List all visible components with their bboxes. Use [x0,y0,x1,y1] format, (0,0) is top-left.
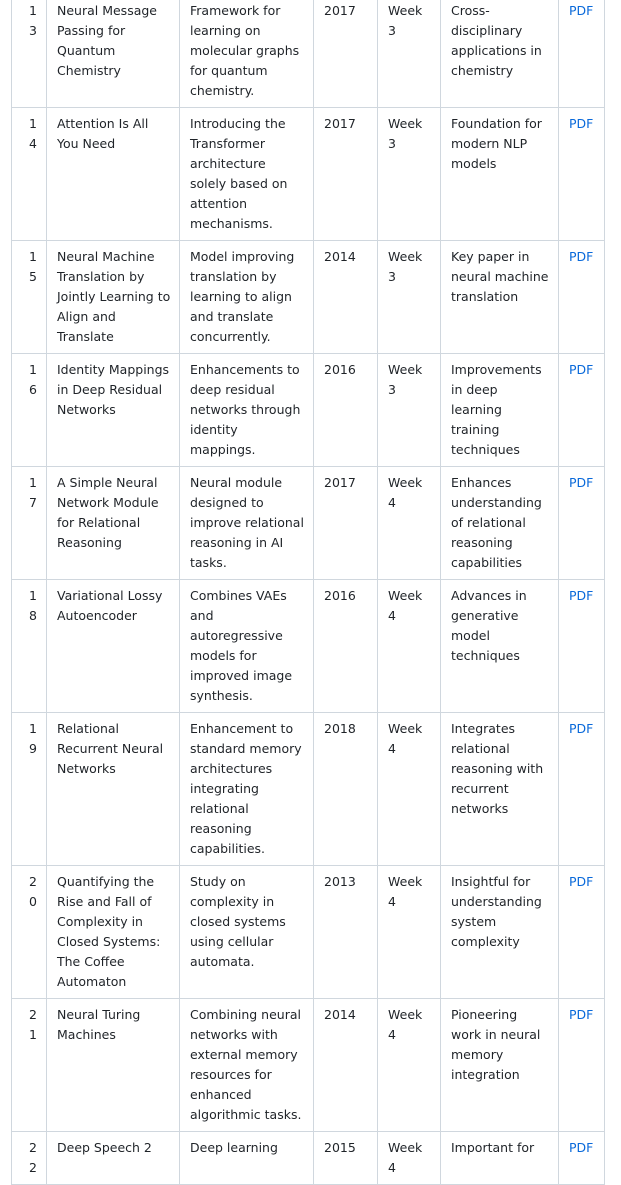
week-cell [378,713,441,866]
table-row [12,999,605,1132]
year-cell [314,999,378,1132]
year-cell [314,0,378,108]
paper-title-text: Identity Mappings in Deep Residual Networks [57,362,170,417]
week-cell [378,1132,441,1185]
impact-cell [441,108,559,241]
table-row [12,354,605,467]
paper-title-cell [47,999,180,1132]
paper-title-text: A Simple Neural Network Module for Relational Reasoning [57,475,159,550]
paper-description-text: Neural module designed to improve relational reasoning in AI tasks. [190,475,304,570]
year-text: 2014 [324,1007,356,1022]
year-text: 2014 [324,249,356,264]
year-cell [314,866,378,999]
row-number-cell [12,866,47,999]
impact-cell [441,580,559,713]
row-number-cell [12,1132,47,1185]
paper-title-text: Variational Lossy Autoencoder [57,588,163,623]
paper-description-text: Framework for learning on molecular graphs for quantum chemistry. [190,3,300,98]
row-number-text: 13 [29,3,37,38]
row-number-text: 14 [29,116,37,151]
pdf-link[interactable]: PDF [569,874,594,889]
week-text: Week 4 [388,874,423,909]
pdf-link[interactable]: PDF [569,362,594,377]
paper-description-text: Combining neural networks with external memory resources for enhanced algorithmic tasks. [190,1007,302,1122]
pdf-link-cell [559,241,605,354]
year-text: 2015 [324,1140,356,1155]
year-cell [314,354,378,467]
row-number-text: 19 [29,721,37,756]
pdf-link-cell [559,1132,605,1185]
year-cell [314,241,378,354]
table-row [12,866,605,999]
pdf-link-cell [559,999,605,1132]
paper-title-cell [47,108,180,241]
impact-cell [441,1132,559,1185]
paper-description-text: Deep learning [190,1140,278,1155]
impact-text: Pioneering work in neural memory integration [451,1007,541,1082]
paper-title-text: Neural Turing Machines [57,1007,141,1042]
year-cell [314,467,378,580]
pdf-link[interactable]: PDF [569,249,594,264]
paper-title-text: Attention Is All You Need [57,116,149,151]
impact-cell [441,866,559,999]
row-number-cell [12,0,47,108]
paper-title-cell [47,713,180,866]
paper-description-text: Study on complexity in closed systems using cellular automata. [190,874,286,969]
paper-description-cell [180,108,314,241]
paper-title-text: Neural Message Passing for Quantum Chemistry [57,3,157,78]
week-cell [378,0,441,108]
week-cell [378,354,441,467]
week-cell [378,999,441,1132]
year-cell [314,108,378,241]
impact-text: Insightful for understanding system complexity [451,874,542,949]
week-text: Week 3 [388,3,423,38]
paper-title-cell [47,1132,180,1185]
row-number-cell [12,713,47,866]
pdf-link-cell [559,713,605,866]
week-cell [378,241,441,354]
paper-description-cell [180,354,314,467]
impact-text: Improvements in deep learning training techniques [451,362,542,457]
week-text: Week 4 [388,475,423,510]
pdf-link-cell [559,467,605,580]
paper-description-text: Model improving translation by learning to align and translate concurrently. [190,249,295,344]
impact-cell [441,999,559,1132]
row-number-text: 22 [29,1140,37,1175]
impact-text: Integrates relational reasoning with recurrent networks [451,721,544,816]
year-text: 2018 [324,721,356,736]
pdf-link-cell [559,580,605,713]
paper-description-cell [180,999,314,1132]
row-number-cell [12,999,47,1132]
year-text: 2016 [324,588,356,603]
papers-table [11,0,605,1185]
impact-text: Important for [451,1140,535,1155]
pdf-link-cell [559,354,605,467]
year-text: 2016 [324,362,356,377]
impact-cell [441,241,559,354]
row-number-cell [12,467,47,580]
paper-description-cell [180,241,314,354]
pdf-link[interactable]: PDF [569,721,594,736]
week-text: Week 3 [388,116,423,151]
paper-description-cell [180,1132,314,1185]
pdf-link-cell [559,108,605,241]
row-number-text: 15 [29,249,37,284]
week-text: Week 3 [388,249,423,284]
week-cell [378,866,441,999]
row-number-text: 20 [29,874,37,909]
paper-title-cell [47,0,180,108]
table-row [12,467,605,580]
impact-cell [441,713,559,866]
week-cell [378,580,441,713]
impact-text: Key paper in neural machine translation [451,249,549,304]
pdf-link[interactable]: PDF [569,1007,594,1022]
pdf-link[interactable]: PDF [569,3,594,18]
paper-description-text: Introducing the Transformer architecture solely based on attention mechanisms. [190,116,288,231]
paper-description-cell [180,866,314,999]
papers-table-body [12,0,605,1185]
week-text: Week 3 [388,362,423,397]
paper-title-cell [47,866,180,999]
paper-title-text: Deep Speech 2 [57,1140,152,1155]
pdf-link[interactable]: PDF [569,475,594,490]
year-cell [314,580,378,713]
row-number-text: 17 [29,475,37,510]
pdf-link-cell [559,0,605,108]
paper-description-cell [180,580,314,713]
paper-description-cell [180,467,314,580]
paper-description-text: Enhancements to deep residual networks through identity mappings. [190,362,301,457]
paper-description-cell [180,0,314,108]
year-cell [314,1132,378,1185]
paper-title-text: Neural Machine Translation by Jointly Learning to Align and Translate [57,249,171,344]
row-number-text: 18 [29,588,37,623]
pdf-link[interactable]: PDF [569,116,594,131]
table-row [12,713,605,866]
table-row [12,0,605,108]
year-text: 2013 [324,874,356,889]
row-number-cell [12,354,47,467]
week-text: Week 4 [388,1140,423,1175]
year-text: 2017 [324,116,356,131]
paper-title-cell [47,241,180,354]
impact-text: Cross-disciplinary applications in chemistry [451,3,542,78]
week-cell [378,467,441,580]
impact-cell [441,0,559,108]
paper-description-text: Combines VAEs and autoregressive models for improved image synthesis. [190,588,293,703]
row-number-text: 16 [29,362,37,397]
pdf-link[interactable]: PDF [569,588,594,603]
row-number-cell [12,108,47,241]
impact-cell [441,467,559,580]
paper-title-cell [47,580,180,713]
table-row [12,241,605,354]
paper-description-text: Enhancement to standard memory architectures integrating relational reasoning capabilities. [190,721,302,856]
year-cell [314,713,378,866]
row-number-text: 21 [29,1007,37,1042]
paper-title-cell [47,467,180,580]
pdf-link[interactable]: PDF [569,1140,594,1155]
impact-text: Advances in generative model techniques [451,588,527,663]
week-text: Week 4 [388,1007,423,1042]
week-text: Week 4 [388,588,423,623]
paper-description-cell [180,713,314,866]
paper-title-text: Relational Recurrent Neural Networks [57,721,164,776]
table-row [12,1132,605,1185]
week-text: Week 4 [388,721,423,756]
table-row [12,108,605,241]
paper-title-text: Quantifying the Rise and Fall of Complexity in Closed Systems: The Coffee Automaton [57,874,161,989]
paper-title-cell [47,354,180,467]
impact-cell [441,354,559,467]
impact-text: Enhances understanding of relational reasoning capabilities [451,475,542,570]
impact-text: Foundation for modern NLP models [451,116,542,171]
year-text: 2017 [324,475,356,490]
week-cell [378,108,441,241]
row-number-cell [12,241,47,354]
row-number-cell [12,580,47,713]
pdf-link-cell [559,866,605,999]
year-text: 2017 [324,3,356,18]
table-row [12,580,605,713]
